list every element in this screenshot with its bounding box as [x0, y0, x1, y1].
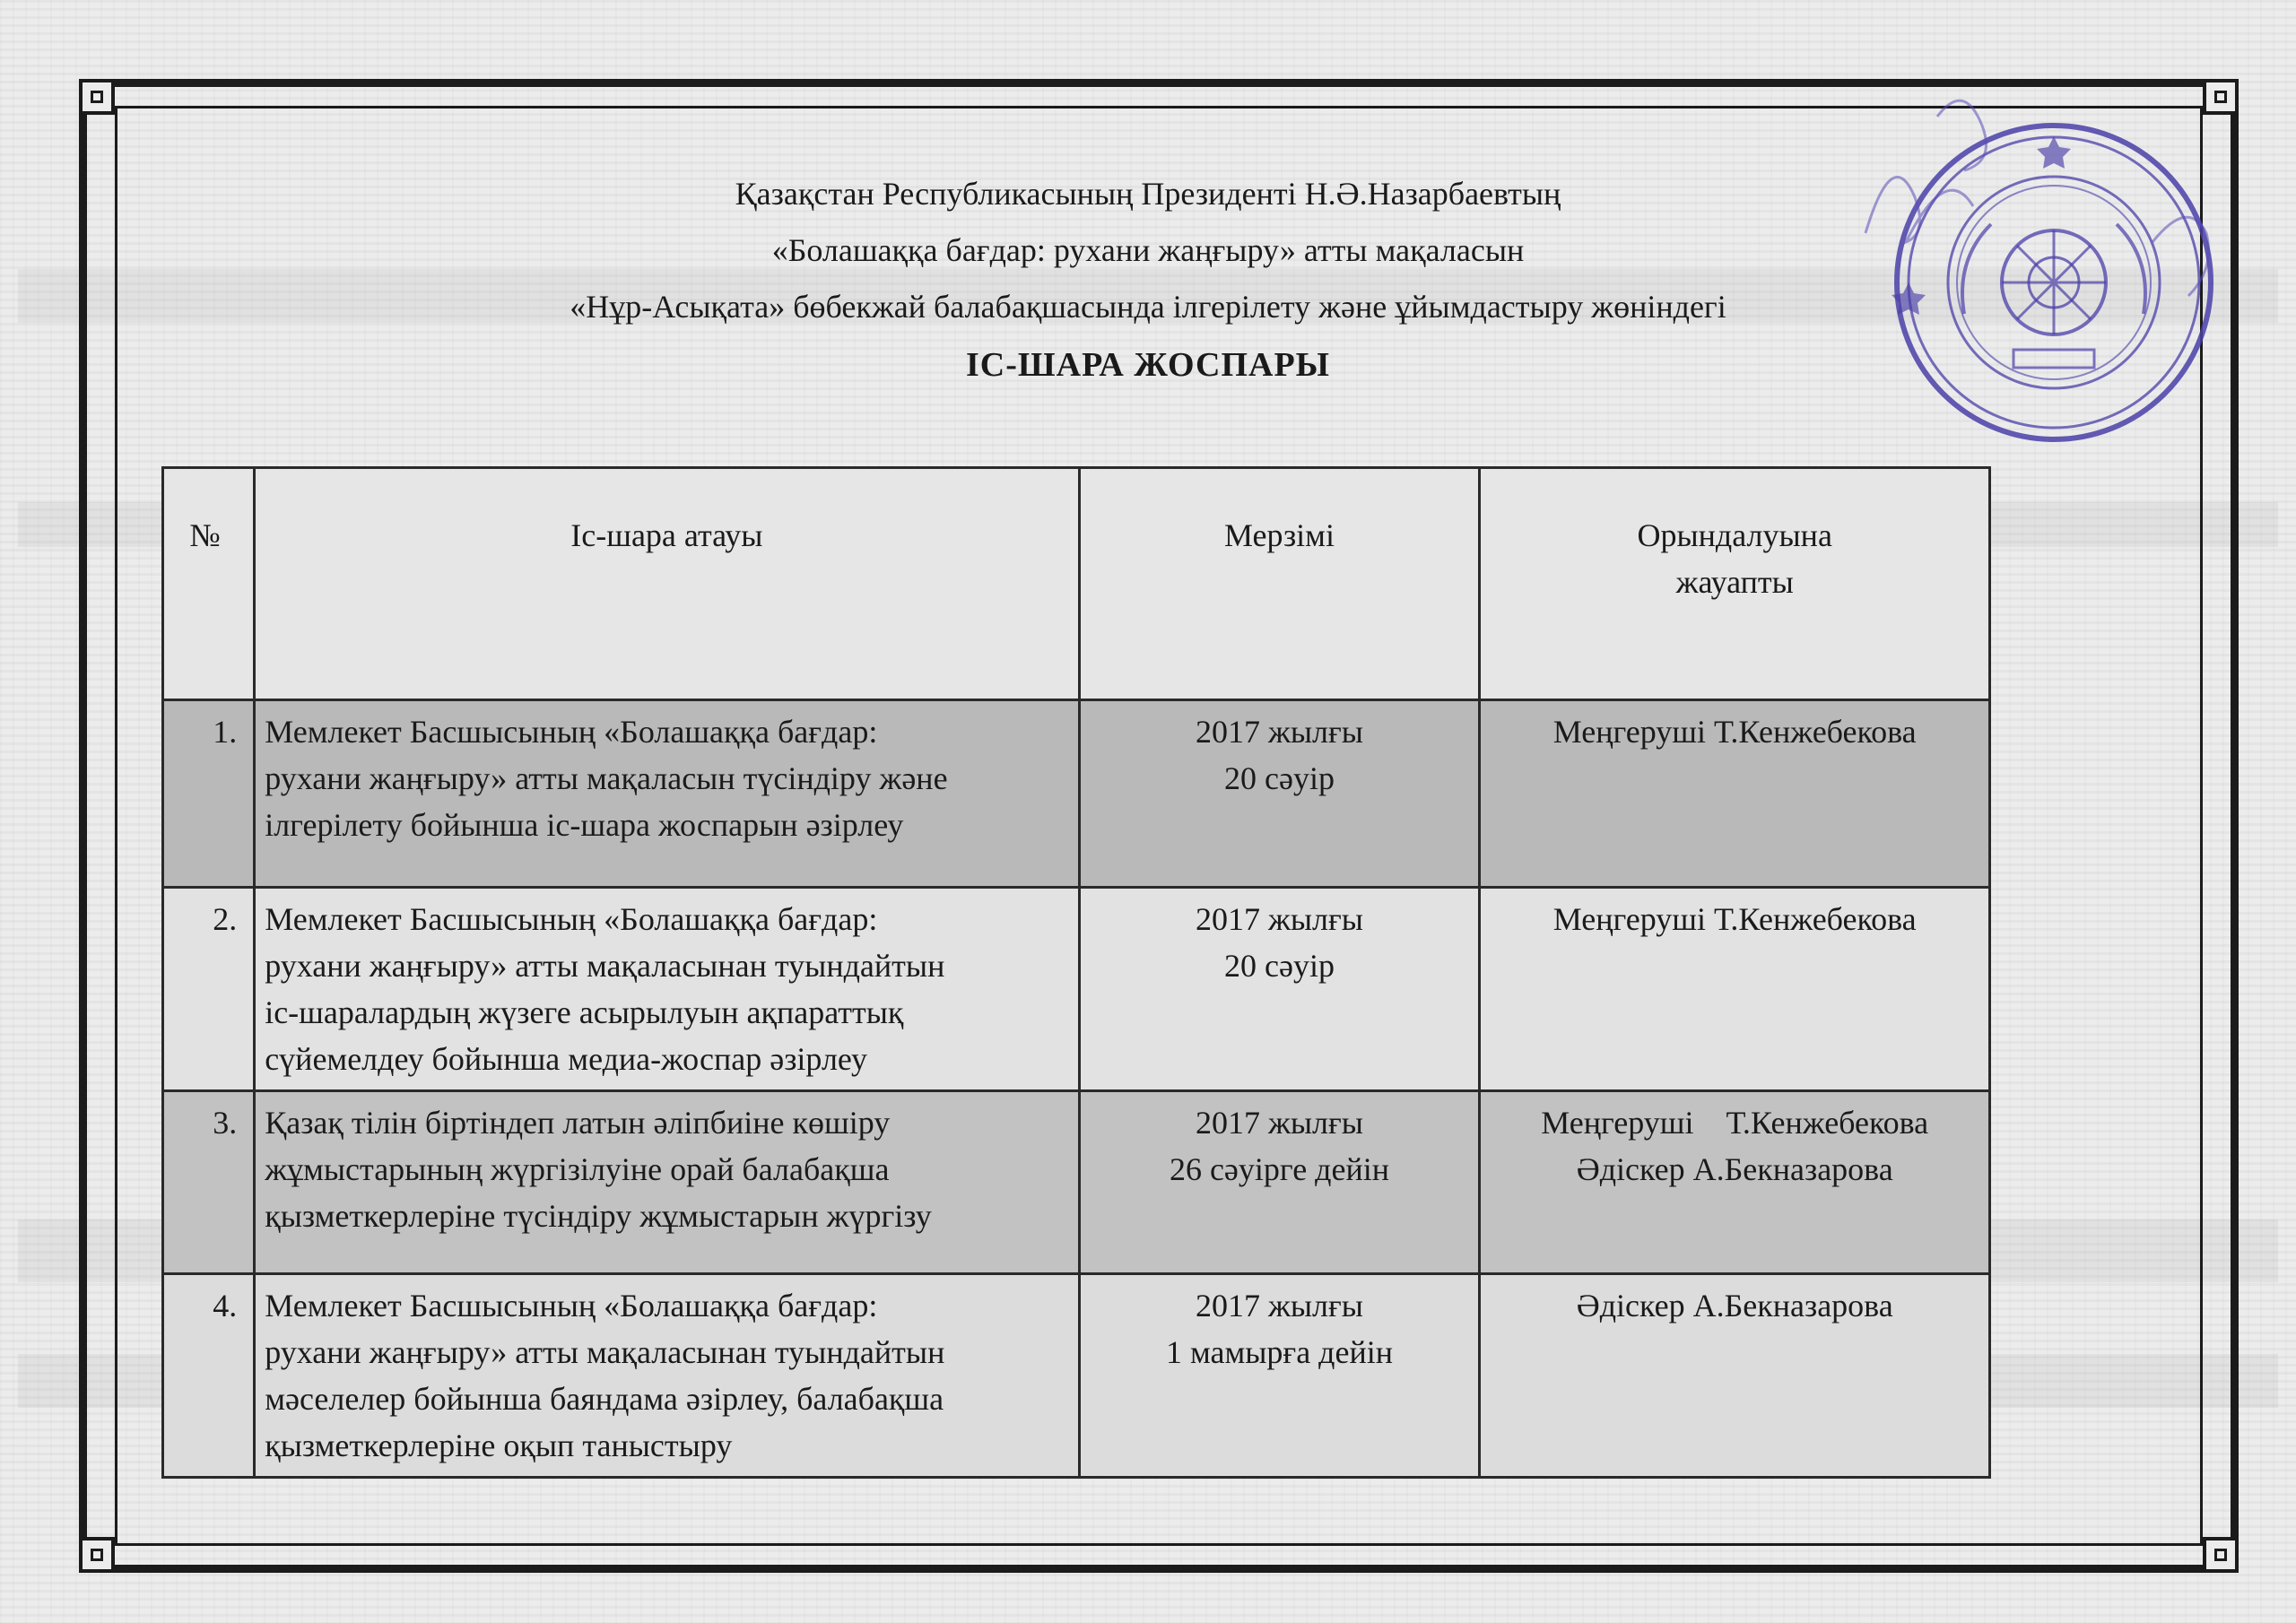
deadline-line: 2017 жылғы [1196, 1288, 1363, 1324]
deadline-line: 20 сәуір [1224, 948, 1335, 984]
event-name-line: жұмыстарының жүргізілуіне орай балабақша [265, 1151, 890, 1187]
responsible-cell [1480, 888, 1990, 1091]
column-header-responsible-line: Орындалуына [1637, 517, 1832, 553]
event-name-line: іс-шаралардың жүзеге асырылуын ақпараттық [265, 994, 904, 1030]
deadline-line: 2017 жылғы [1196, 714, 1363, 750]
table-row [163, 700, 1990, 888]
responsible-cell [1480, 1274, 1990, 1478]
row-number: 2. [163, 888, 255, 1091]
column-header-responsible [1480, 468, 1990, 700]
event-name-line: рухани жаңғыру» атты мақаласынан туындайтын [265, 948, 945, 984]
event-name-line: рухани жаңғыру» атты мақаласын түсіндіру және [265, 760, 948, 796]
document-header [269, 166, 2027, 394]
event-name-line: Қазақ тілін біртіндеп латын әліпбиіне көшіру [265, 1105, 891, 1141]
deadline-cell [1079, 1274, 1480, 1478]
responsible-cell [1480, 700, 1990, 888]
column-header-responsible-line: жауапты [1675, 564, 1794, 600]
table-row [163, 1274, 1990, 1478]
column-header-number: № [163, 468, 255, 700]
responsible-line: Меңгеруші Т.Кенжебекова [1552, 901, 1917, 937]
event-name-line: ілгерілету бойынша іс-шара жоспарын әзірлеу [265, 807, 904, 843]
header-line-1: Қазақстан Республикасының Президенті Н.Ә.Назарбаевтың [735, 176, 1561, 212]
event-name-line: рухани жаңғыру» атты мақаласынан туындайтын [265, 1334, 945, 1370]
responsible-line: Әдіскер А.Бекназарова [1576, 1288, 1893, 1324]
deadline-line: 26 сәуірге дейін [1169, 1151, 1390, 1187]
event-name-line: Мемлекет Басшысының «Болашаққа бағдар: [265, 901, 878, 937]
event-name-cell [255, 1274, 1079, 1478]
responsible-line: Меңгеруші Т.Кенжебекова [1552, 714, 1917, 750]
event-name-line: Мемлекет Басшысының «Болашаққа бағдар: [265, 1288, 878, 1324]
event-name-cell [255, 1091, 1079, 1274]
row-number: 1. [163, 700, 255, 888]
event-name-line: қызметкерлеріне оқып таныстыру [265, 1428, 733, 1463]
responsible-line: Әдіскер А.Бекназарова [1576, 1151, 1893, 1187]
row-number: 3. [163, 1091, 255, 1274]
frame-corner [79, 79, 115, 115]
event-name-line: Мемлекет Басшысының «Болашаққа бағдар: [265, 714, 878, 750]
responsible-line: Меңгеруші Т.Кенжебекова [1541, 1105, 1929, 1141]
document-title: ІС-ШАРА ЖОСПАРЫ [966, 346, 1330, 384]
frame-corner [79, 1537, 115, 1573]
event-name-cell [255, 700, 1079, 888]
deadline-line: 2017 жылғы [1196, 1105, 1363, 1141]
frame-corner [2203, 1537, 2239, 1573]
row-number: 4. [163, 1274, 255, 1478]
header-line-3: «Нұр-Асықата» бөбекжай балабақшасында ілгерілету және ұйымдастыру жөніндегі [570, 289, 1726, 325]
round-official-seal-icon [1830, 90, 2224, 466]
event-name-line: мәселелер бойынша баяндама әзірлеу, балабақша [265, 1381, 944, 1417]
column-header-event-name: Іс-шара атауы [255, 468, 1079, 700]
event-name-line: қызметкерлеріне түсіндіру жұмыстарын жүргізу [265, 1198, 932, 1234]
deadline-cell [1079, 700, 1480, 888]
deadline-cell [1079, 1091, 1480, 1274]
event-plan-table [161, 466, 1991, 1479]
column-header-deadline: Мерзімі [1079, 468, 1480, 700]
table-header-row [163, 468, 1990, 700]
responsible-cell [1480, 1091, 1990, 1274]
event-name-cell [255, 888, 1079, 1091]
table-row [163, 888, 1990, 1091]
deadline-line: 20 сәуір [1224, 760, 1335, 796]
deadline-line: 2017 жылғы [1196, 901, 1363, 937]
deadline-line: 1 мамырға дейін [1165, 1334, 1394, 1370]
deadline-cell [1079, 888, 1480, 1091]
header-line-2: «Болашаққа бағдар: рухани жаңғыру» атты мақаласын [771, 232, 1525, 268]
event-name-line: сүйемелдеу бойынша медиа-жоспар әзірлеу [265, 1041, 867, 1077]
table-row [163, 1091, 1990, 1274]
